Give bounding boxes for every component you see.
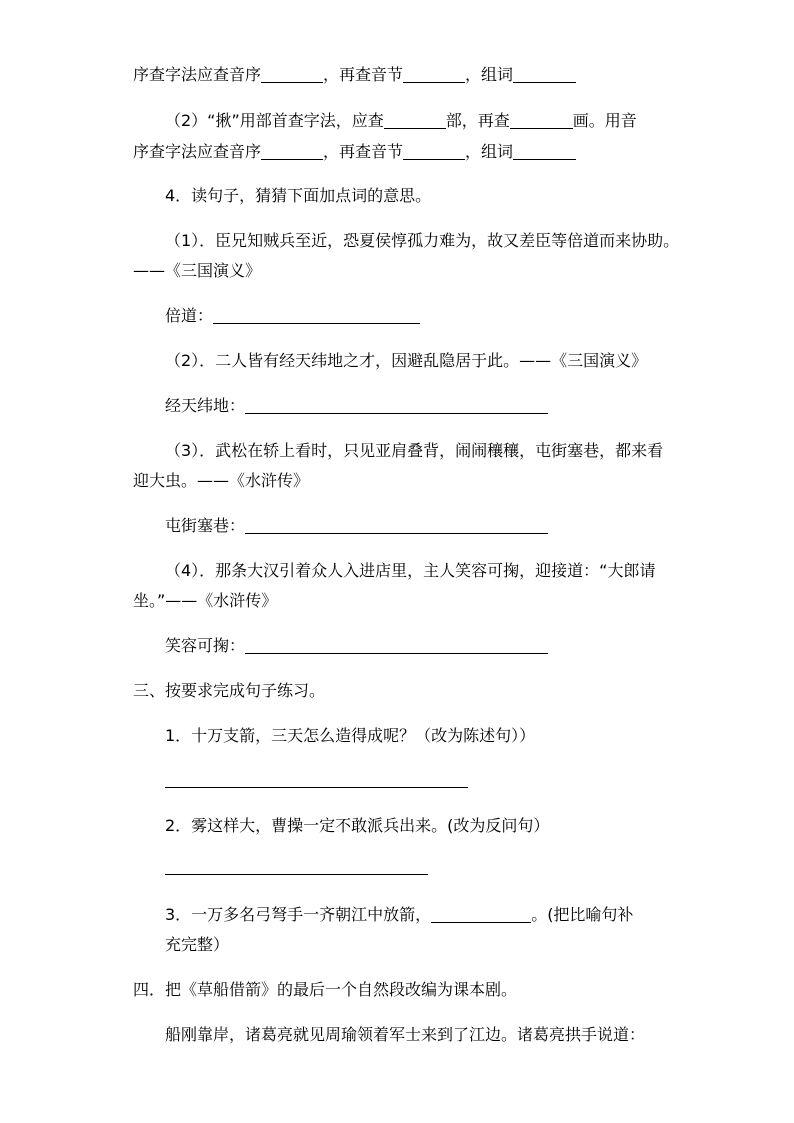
text-segment: 画。用音: [572, 111, 637, 130]
answer-blank: [261, 145, 323, 160]
q4-sentence-2-line1: （2）．二人皆有经天纬地之才，因避乱隐居于此。——《三国演义》: [165, 351, 648, 370]
q3-item1-continuation-line: [133, 65, 576, 85]
q4-answer-1: [165, 306, 420, 326]
text-segment: 序查字法应查音序: [133, 65, 262, 84]
q4-sentence-3-line2: 迎大虫。——《水浒传》: [133, 471, 310, 490]
answer-line: [165, 787, 468, 788]
q4-sentence-4-line1: （4）．那条大汉引着众人入进店里，主人笑容可掬，迎接道：“大郎请: [165, 561, 656, 580]
q4-sentence-3-line1: （3）．武松在轿上看时，只见亚肩叠背，闹闹穰穰，屯街塞巷，都来看: [165, 441, 664, 460]
q4-answer-4: [165, 636, 548, 656]
q3-item2-line2: [133, 142, 576, 162]
term-label: 笑容可掬：: [165, 636, 246, 655]
text-segment: 部，再查: [445, 111, 510, 130]
text-segment: 序查字法应查音序: [133, 142, 262, 161]
text-segment: 。(把比喻句补: [531, 905, 634, 924]
sentence-exercise-2: 2．雾这样大，曹操一定不敢派兵出来。(改为反问句）: [165, 816, 550, 835]
answer-blank: [431, 908, 531, 923]
term-label: 屯街塞巷：: [165, 516, 246, 535]
q4-sentence-1-line1: （1）．臣兄知贼兵至近，恐夏侯惇孤力难为，故又差臣等倍道而来协助。: [165, 231, 680, 250]
q4-sentence-1-line2: ——《三国演义》: [133, 261, 262, 280]
text-segment: ，组词: [465, 65, 514, 84]
answer-blank: [403, 145, 465, 160]
answer-blank: [245, 639, 548, 654]
q3-item2-line1: [165, 111, 637, 131]
sentence-exercise-3-line1: [165, 905, 633, 925]
answer-blank: [510, 114, 573, 129]
sentence-exercise-1: 1．十万支箭，三天怎么造得成呢？（改为陈述句））: [165, 726, 536, 745]
term-label: 经天纬地：: [165, 396, 246, 415]
answer-blank: [513, 68, 576, 83]
answer-blank: [513, 145, 576, 160]
term-label: 倍道：: [165, 306, 214, 325]
answer-blank: [261, 68, 323, 83]
answer-blank: [403, 68, 465, 83]
answer-blank: [245, 399, 548, 414]
text-segment: （2）“揪”用部首查字法，应查: [165, 111, 384, 130]
section-4-paragraph: 船刚靠岸，诸葛亮就见周瑜领着军士来到了江边。诸葛亮拱手说道：: [165, 1025, 646, 1044]
text-segment: 3．一万多名弓弩手一齐朝江中放箭，: [165, 905, 432, 924]
answer-blank: [384, 114, 446, 129]
answer-line: [165, 874, 428, 875]
text-segment: ，再查音节: [323, 65, 404, 84]
section-3-heading: 三、按要求完成句子练习。: [133, 681, 326, 700]
section-4-heading: 四．把《草船借箭》的最后一个自然段改编为课本剧。: [133, 980, 518, 999]
sentence-exercise-3-line2: 充完整）: [165, 935, 230, 954]
text-segment: ，组词: [465, 142, 514, 161]
q4-answer-2: [165, 396, 548, 416]
q4-sentence-4-line2: 坐。”——《水浒传》: [133, 591, 278, 610]
q4-answer-3: [165, 516, 548, 536]
q4-prompt: 4．读句子，猜猜下面加点词的意思。: [165, 186, 432, 205]
text-segment: ，再查音节: [323, 142, 404, 161]
answer-blank: [245, 519, 548, 534]
answer-blank: [213, 309, 420, 324]
